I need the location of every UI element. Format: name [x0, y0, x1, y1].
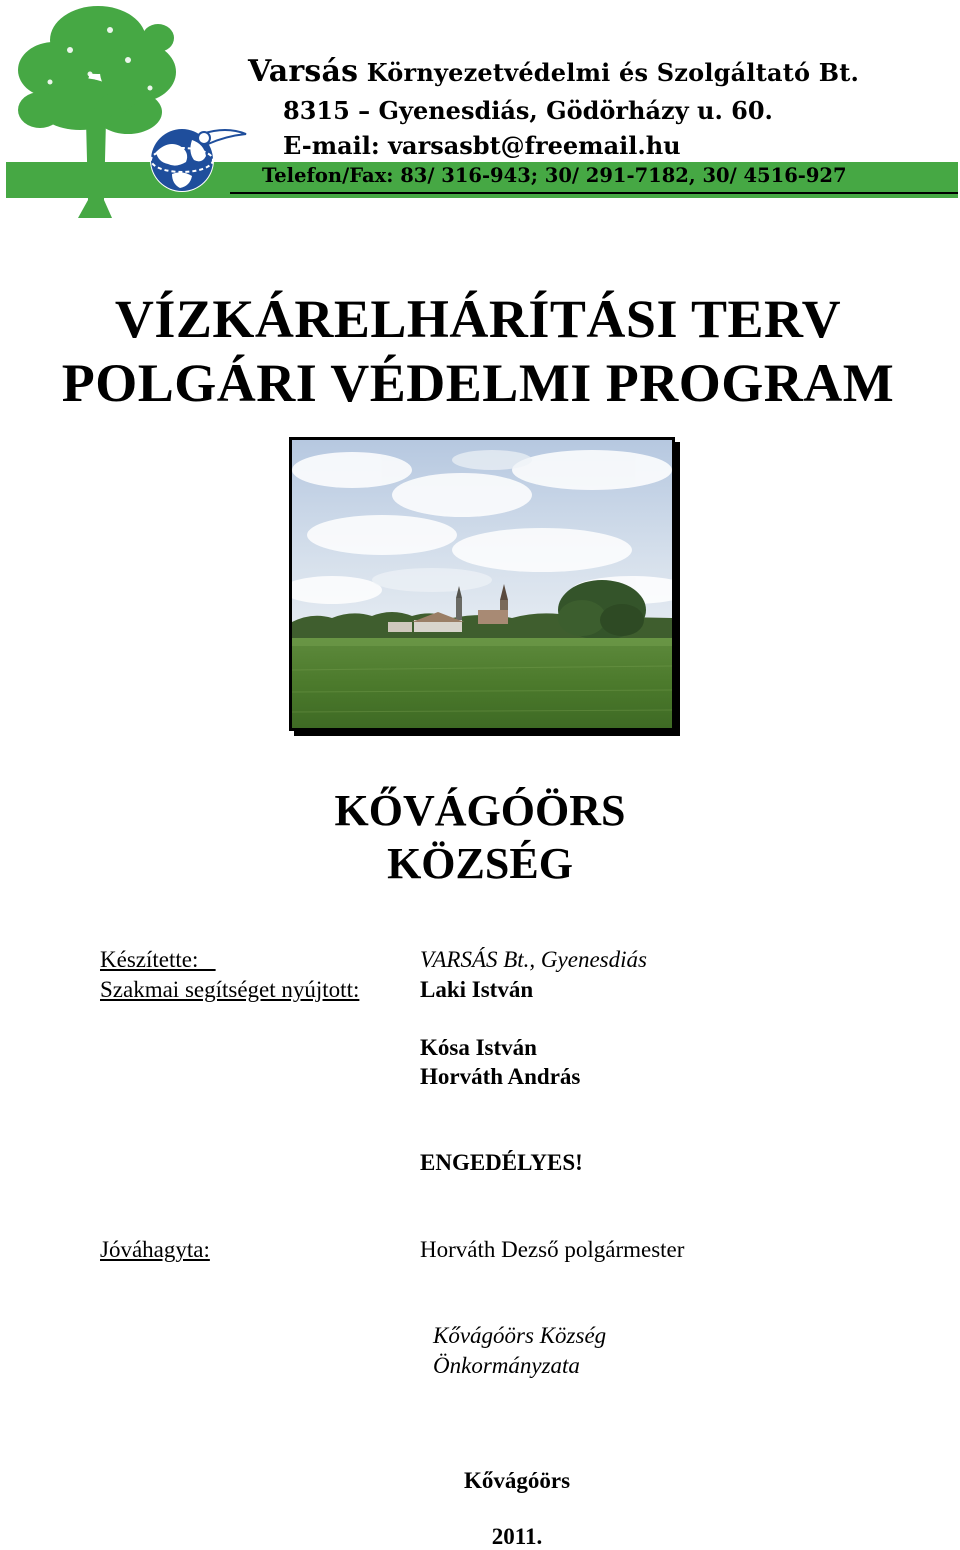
permit-text: ENGEDÉLYES!: [420, 1150, 583, 1175]
support-label: Szakmai segítséget nyújtott:: [100, 977, 360, 1002]
approved-by-label: Jóváhagyta:: [100, 1237, 210, 1262]
company-address: 8315 – Gyenesdiás, Gödörházy u. 60.: [283, 96, 773, 125]
municipality-type: KÖZSÉG: [387, 839, 573, 888]
company-email: E-mail: varsasbt@freemail.hu: [283, 131, 681, 160]
company-full-name: Környezetvédelmi és Szolgáltató Bt.: [366, 58, 860, 87]
signature-line: Kővágóörs Község: [433, 1323, 607, 1348]
support-person: Kósa István: [420, 1035, 537, 1060]
company-name: [248, 54, 859, 89]
globe-logo-icon: [146, 124, 248, 194]
letterhead-rule: [230, 192, 958, 194]
support-person: Laki István: [420, 977, 534, 1002]
signature-line: Önkormányzata: [433, 1353, 580, 1378]
municipality-name: KŐVÁGÓÖRS: [334, 786, 626, 835]
prepared-by-value: VARSÁS Bt., Gyenesdiás: [420, 947, 647, 972]
company-short-name: Varsás: [248, 54, 359, 89]
document-subtitle: POLGÁRI VÉDELMI PROGRAM: [61, 353, 895, 413]
support-person: Horváth András: [420, 1064, 581, 1089]
document-title: VÍZKÁRELHÁRÍTÁSI TERV: [114, 289, 842, 349]
company-phone: Telefon/Fax: 83/ 316-943; 30/ 291-7182, 30/ 4516-927: [262, 164, 847, 187]
prepared-by-label: Készítette:: [100, 947, 216, 972]
landscape-photo: [289, 437, 675, 731]
document-year: 2011.: [491, 1524, 543, 1549]
letterhead: [0, 0, 960, 230]
place-name: Kővágóörs: [463, 1468, 571, 1493]
approved-by-value: Horváth Dezső polgármester: [420, 1237, 685, 1262]
